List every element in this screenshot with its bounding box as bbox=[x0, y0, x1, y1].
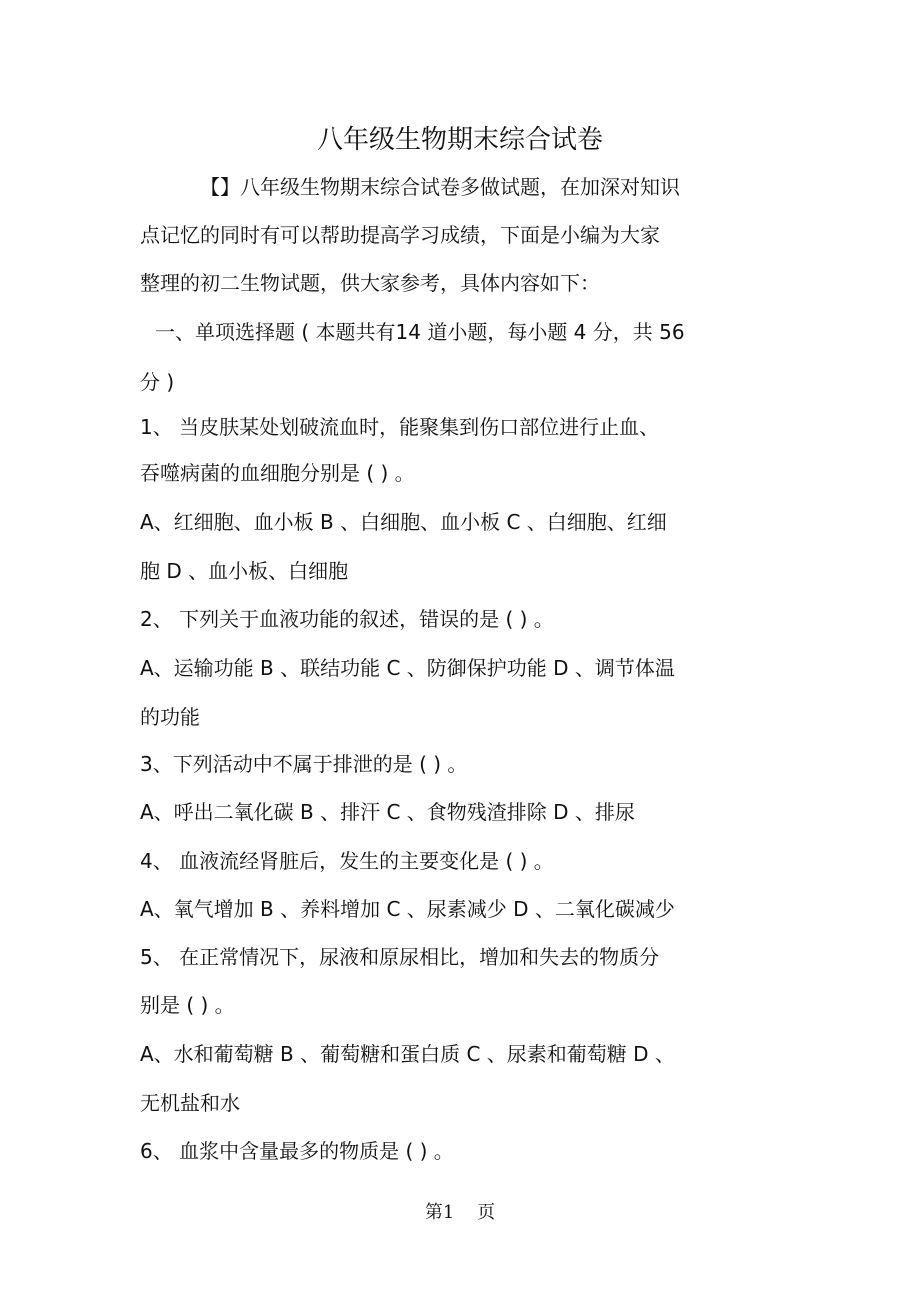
question-3: 3、下列活动中不属于排泄的是 ( ) 。 bbox=[140, 752, 468, 776]
text-line: 点记忆的同时有可以帮助提高学习成绩，下面是小编为大家 bbox=[140, 223, 660, 247]
question-4-options: A、氧气增加 B 、养料增加 C 、尿素减少 D 、二氧化碳减少 bbox=[140, 897, 675, 921]
question-1-options: A、红细胞、血小板 B 、白细胞、血小板 C 、白细胞、红细 bbox=[140, 510, 667, 534]
text-line: 整理的初二生物试题，供大家参考，具体内容如下： bbox=[140, 271, 600, 295]
page-number: 第1 页 bbox=[424, 1202, 496, 1223]
text-line: 无机盐和水 bbox=[140, 1091, 240, 1115]
question-3-options: A、呼出二氧化碳 B 、排汗 C 、食物残渣排除 D 、排尿 bbox=[140, 800, 635, 824]
question-2: 2、 下列关于血液功能的叙述，错误的是 ( ) 。 bbox=[140, 607, 554, 631]
question-1: 1、 当皮肤某处划破流血时，能聚集到伤口部位进行止血、 bbox=[140, 415, 660, 439]
text-line: 吞噬病菌的血细胞分别是 ( ) 。 bbox=[140, 461, 415, 485]
text-line: 的功能 bbox=[140, 705, 200, 729]
text-line: 分 ) bbox=[140, 370, 175, 394]
question-5: 5、 在正常情况下，尿液和原尿相比，增加和失去的物质分 bbox=[140, 945, 660, 969]
section-heading: 一、单项选择题 ( 本题共有14 道小题，每小题 4 分，共 56 bbox=[155, 320, 685, 344]
text-line: 胞 D 、血小板、白细胞 bbox=[140, 559, 349, 583]
question-2-options: A、运输功能 B 、联结功能 C 、防御保护功能 D 、调节体温 bbox=[140, 656, 675, 680]
text-line: 【】八年级生物期末综合试卷多做试题，在加深对知识 bbox=[200, 175, 680, 199]
document-title: 八年级生物期末综合试卷 bbox=[316, 125, 603, 155]
text-line: 别是 ( ) 。 bbox=[140, 993, 235, 1017]
question-6: 6、 血浆中含量最多的物质是 ( ) 。 bbox=[140, 1139, 454, 1163]
question-4: 4、 血液流经肾脏后，发生的主要变化是 ( ) 。 bbox=[140, 849, 554, 873]
question-5-options: A、水和葡萄糖 B 、葡萄糖和蛋白质 C 、尿素和葡萄糖 D 、 bbox=[140, 1042, 675, 1066]
